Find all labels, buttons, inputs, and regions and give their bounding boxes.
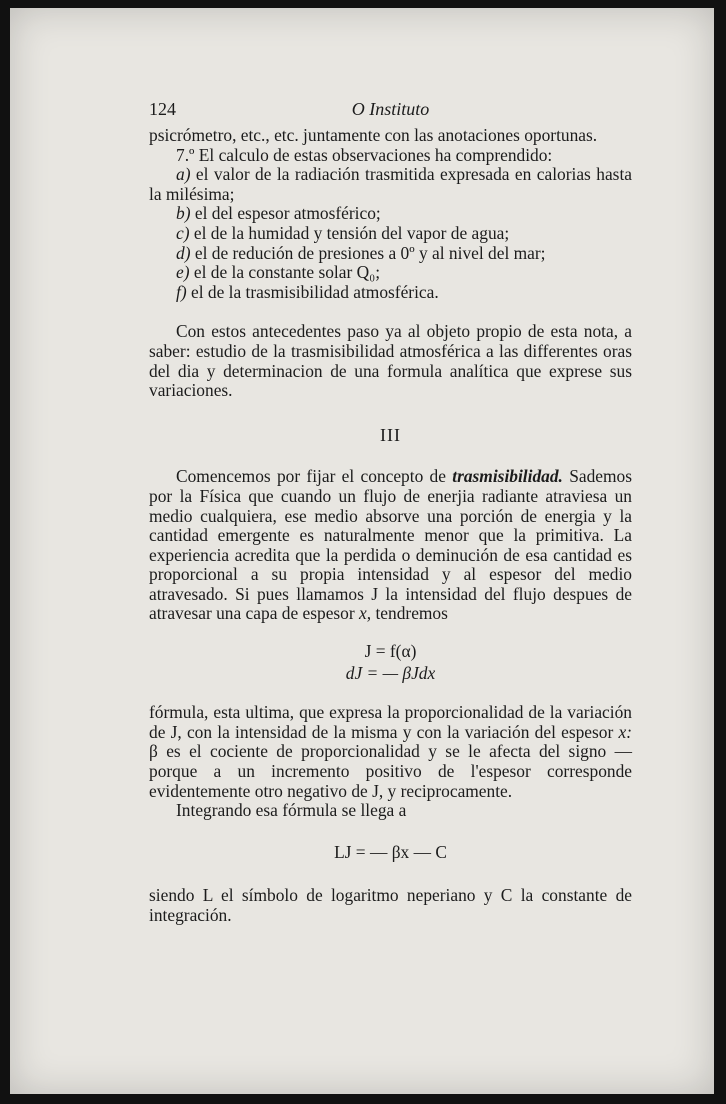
page-body <box>149 92 632 926</box>
equation-2: dJ = — βJdx <box>345 662 436 683</box>
paragraph-3 <box>149 467 632 624</box>
p4-var: x: <box>618 721 632 742</box>
list-item <box>149 263 632 283</box>
paragraph-2: Con estos antecedentes paso ya al objeto propio de esta nota, a saber: estudio de la trasmisibilidad atmosférica a las differentes oras del dia y determinacion de una formula analítica que exprese sus variaciones. <box>149 321 632 401</box>
p3-var: x, <box>359 603 372 624</box>
page-header <box>149 92 632 126</box>
p4-a: fórmula, esta ultima, que expresa la proporcionalidad de la variación de J, con la intensidad de la misma y con la variación del espesor <box>149 702 632 742</box>
item-label: a) <box>176 164 191 185</box>
equation-1: J = f(α) <box>364 641 417 662</box>
paragraph-1: 7.º El calculo de estas observaciones ha comprendido: <box>176 144 553 165</box>
paragraph-6: siendo L el símbolo de logaritmo neperiano y C la constante de integración. <box>149 885 632 925</box>
item-label: f) <box>176 281 187 302</box>
paragraph-5: Integrando esa fórmula se llega a <box>176 800 407 821</box>
list-item <box>149 224 632 244</box>
section-heading: III <box>380 424 401 445</box>
list-item <box>149 165 632 204</box>
item-text: el valor de la radiación trasmitida expresada en calorias hasta la milésima; <box>149 164 632 204</box>
item-list <box>149 165 632 302</box>
p4-b: β es el cociente de proporcionalidad y se le afecta del signo — porque a un incremento positivo de l'espesor corresponde evidentemente otro negativo de J, y reciprocamente. <box>149 741 632 801</box>
paragraph-0: psicrómetro, etc., etc. juntamente con las anotaciones oportunas. <box>149 125 598 145</box>
page-number: 124 <box>149 99 176 119</box>
equation-3: LJ = — βx — C <box>334 841 447 862</box>
item-text: el del espesor atmosférico; <box>190 203 381 224</box>
item-label: b) <box>176 203 191 224</box>
item-text: el de redución de presiones a 0º y al nivel del mar; <box>190 242 546 263</box>
term-trasmisibilidad: trasmisibilidad. <box>452 466 563 487</box>
list-item <box>149 283 632 303</box>
item-text: el de la humidad y tensión del vapor de agua; <box>189 222 510 243</box>
paragraph-4 <box>149 703 632 801</box>
p3-rest: Sademos por la Física que cuando un flujo de enerjia radiante atraviesa un medio cualquiera, ese medio absorve una porción de energia y la cantidad emergente es naturalmente menor que la primitiva. La experiencia acredita que la perdida o deminución de esa cantidad es proporcional a su propia intensidad y al espesor del medio atravesado. Si pues llamamos J la intensidad del flujo despues de atravesar una capa de espesor <box>149 466 632 624</box>
item-label: d) <box>176 242 191 263</box>
list-item <box>149 244 632 264</box>
p3-start: Comencemos por fijar el concepto de <box>176 466 453 487</box>
list-item <box>149 204 632 224</box>
item-label: e) <box>176 262 190 283</box>
p3-end: tendremos <box>371 603 448 624</box>
running-title: O Instituto <box>351 99 430 119</box>
item-label: c) <box>176 222 190 243</box>
item-text: el de la constante solar Q₀; <box>189 262 381 283</box>
book-page <box>10 8 714 1094</box>
item-text: el de la trasmisibilidad atmosférica. <box>186 281 439 302</box>
